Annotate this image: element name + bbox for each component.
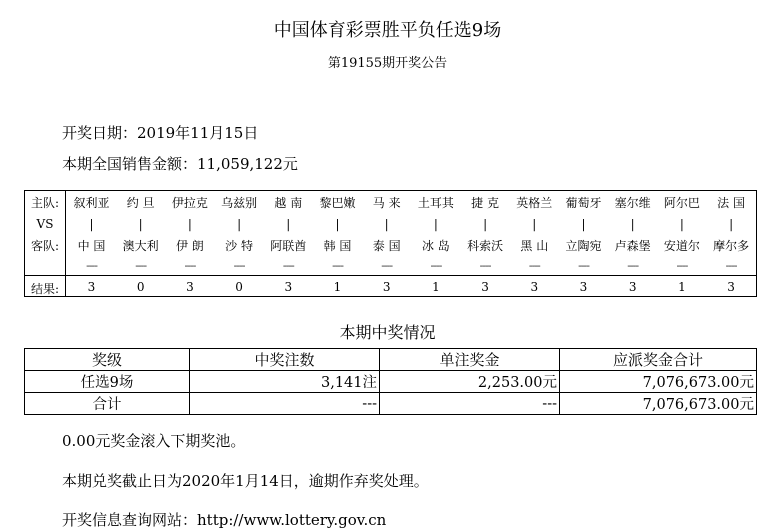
home-team: 法 国 <box>717 196 745 210</box>
draw-number: 第19155期开奖公告 <box>327 56 448 71</box>
match-result: 3 <box>530 280 539 294</box>
match-column <box>657 191 706 296</box>
home-team: 捷 克 <box>471 196 499 210</box>
match-result: 3 <box>579 280 588 294</box>
match-column <box>461 191 510 296</box>
home-team: 葡萄牙 <box>565 196 602 210</box>
dash-separator: ---- <box>184 259 196 272</box>
match-column <box>313 191 362 296</box>
match-result: 3 <box>284 280 293 294</box>
cell-winners: 3,141注 <box>190 371 380 393</box>
home-team: 阿尔巴 <box>663 196 700 210</box>
away-team: 立陶宛 <box>565 239 602 253</box>
header-level: 奖级 <box>25 349 190 371</box>
away-team: 黑 山 <box>520 239 549 253</box>
dash-separator: ---- <box>676 259 688 272</box>
vs-marker: | <box>532 217 537 231</box>
match-result: 0 <box>136 280 145 294</box>
away-team: 澳大利 <box>122 239 159 253</box>
match-table <box>24 190 757 297</box>
vs-marker: | <box>483 217 488 231</box>
away-label: 客队: <box>30 239 60 253</box>
match-result: 1 <box>432 280 440 294</box>
dash-separator: ---- <box>135 259 147 272</box>
dash-separator: ---- <box>627 259 639 272</box>
cell-level: 合计 <box>25 393 190 415</box>
home-label: 主队: <box>30 196 60 210</box>
match-column <box>707 191 756 296</box>
page-title: 中国体育彩票胜平负任选9场 <box>273 20 502 41</box>
home-team: 塞尔维 <box>614 196 651 210</box>
vs-marker: | <box>581 217 586 231</box>
dash-separator: ---- <box>578 259 589 272</box>
match-result: 3 <box>481 280 489 294</box>
away-team: 科索沃 <box>467 239 504 253</box>
deadline-note: 本期兑奖截止日为2020年1月14日，逾期作弃奖处理。 <box>62 472 429 490</box>
cell-prize: --- <box>380 393 560 415</box>
dash-separator: ---- <box>479 259 491 272</box>
away-team: 中 国 <box>77 239 106 253</box>
match-result: 3 <box>727 280 735 294</box>
home-team: 马 来 <box>372 196 401 210</box>
home-team: 伊拉克 <box>171 196 208 210</box>
prize-section-title: 本期中奖情况 <box>339 323 436 342</box>
home-team: 叙利亚 <box>73 196 110 210</box>
vs-marker: | <box>286 217 291 231</box>
result-label: 结果: <box>30 282 60 296</box>
dash-separator: ---- <box>430 259 442 272</box>
away-team: 阿联酋 <box>270 239 307 253</box>
vs-marker: | <box>187 217 192 231</box>
vs-label: VS <box>36 217 54 231</box>
vs-marker: | <box>630 217 635 231</box>
prize-table <box>24 348 757 415</box>
match-column <box>510 191 559 296</box>
match-result: 3 <box>628 280 637 294</box>
match-column <box>67 191 116 296</box>
header-total: 应派奖金合计 <box>560 349 757 371</box>
match-result: 3 <box>186 280 194 294</box>
match-column <box>264 191 313 296</box>
dash-separator: ---- <box>282 259 294 272</box>
dash-separator: ---- <box>528 259 540 272</box>
match-result: 0 <box>235 280 243 294</box>
vs-marker: | <box>335 217 340 231</box>
dash-separator: ---- <box>725 259 737 272</box>
dash-separator: ---- <box>233 259 245 272</box>
match-column <box>116 191 165 296</box>
away-team: 摩尔多 <box>713 239 750 253</box>
away-team: 伊 朗 <box>175 239 204 253</box>
cell-total: 7,076,673.00元 <box>560 393 757 415</box>
home-team: 黎巴嫩 <box>319 196 356 210</box>
vs-marker: | <box>384 217 389 231</box>
home-team: 土耳其 <box>417 196 454 210</box>
away-team: 卢森堡 <box>614 239 651 253</box>
table-row <box>25 393 757 415</box>
cell-winners: --- <box>190 393 380 415</box>
home-team: 越 南 <box>274 196 303 210</box>
home-team: 英格兰 <box>516 196 553 210</box>
match-result: 1 <box>678 280 686 294</box>
match-column <box>362 191 411 296</box>
away-team: 冰 岛 <box>421 239 450 253</box>
match-column <box>559 191 608 296</box>
vs-marker: | <box>89 217 94 231</box>
match-column <box>215 191 264 296</box>
header-prize: 单注奖金 <box>380 349 560 371</box>
away-team: 沙 特 <box>225 239 253 253</box>
cell-prize: 2,253.00元 <box>380 371 560 393</box>
dash-separator: ---- <box>332 259 343 272</box>
match-result: 3 <box>382 280 391 294</box>
away-team: 泰 国 <box>372 239 401 253</box>
match-column <box>411 191 460 296</box>
website-link[interactable]: 开奖信息查询网站：http://www.lottery.gov.cn <box>62 511 387 529</box>
header-winners: 中奖注数 <box>190 349 380 371</box>
vs-marker: | <box>729 217 734 231</box>
match-row-labels <box>25 191 66 296</box>
vs-marker: | <box>237 217 242 231</box>
match-result: 3 <box>87 280 96 294</box>
draw-date: 开奖日期：2019年11月15日 <box>62 124 259 142</box>
rollover-note: 0.00元奖金滚入下期奖池。 <box>62 432 246 450</box>
vs-marker: | <box>679 217 684 231</box>
cell-level: 任选9场 <box>25 371 190 393</box>
away-team: 安道尔 <box>663 239 700 253</box>
sales-amount: 本期全国销售金额：11,059,122元 <box>62 155 298 173</box>
home-team: 约 旦 <box>126 196 155 210</box>
match-column <box>165 191 214 296</box>
vs-marker: | <box>433 217 438 231</box>
table-row <box>25 371 757 393</box>
match-result: 1 <box>333 280 342 294</box>
prize-header-row <box>25 349 757 371</box>
match-column <box>608 191 657 296</box>
away-team: 韩 国 <box>323 239 352 253</box>
dash-separator: ---- <box>381 259 393 272</box>
home-team: 乌兹别 <box>221 196 258 210</box>
vs-marker: | <box>138 217 143 231</box>
dash-separator: ---- <box>86 259 97 272</box>
cell-total: 7,076,673.00元 <box>560 371 757 393</box>
